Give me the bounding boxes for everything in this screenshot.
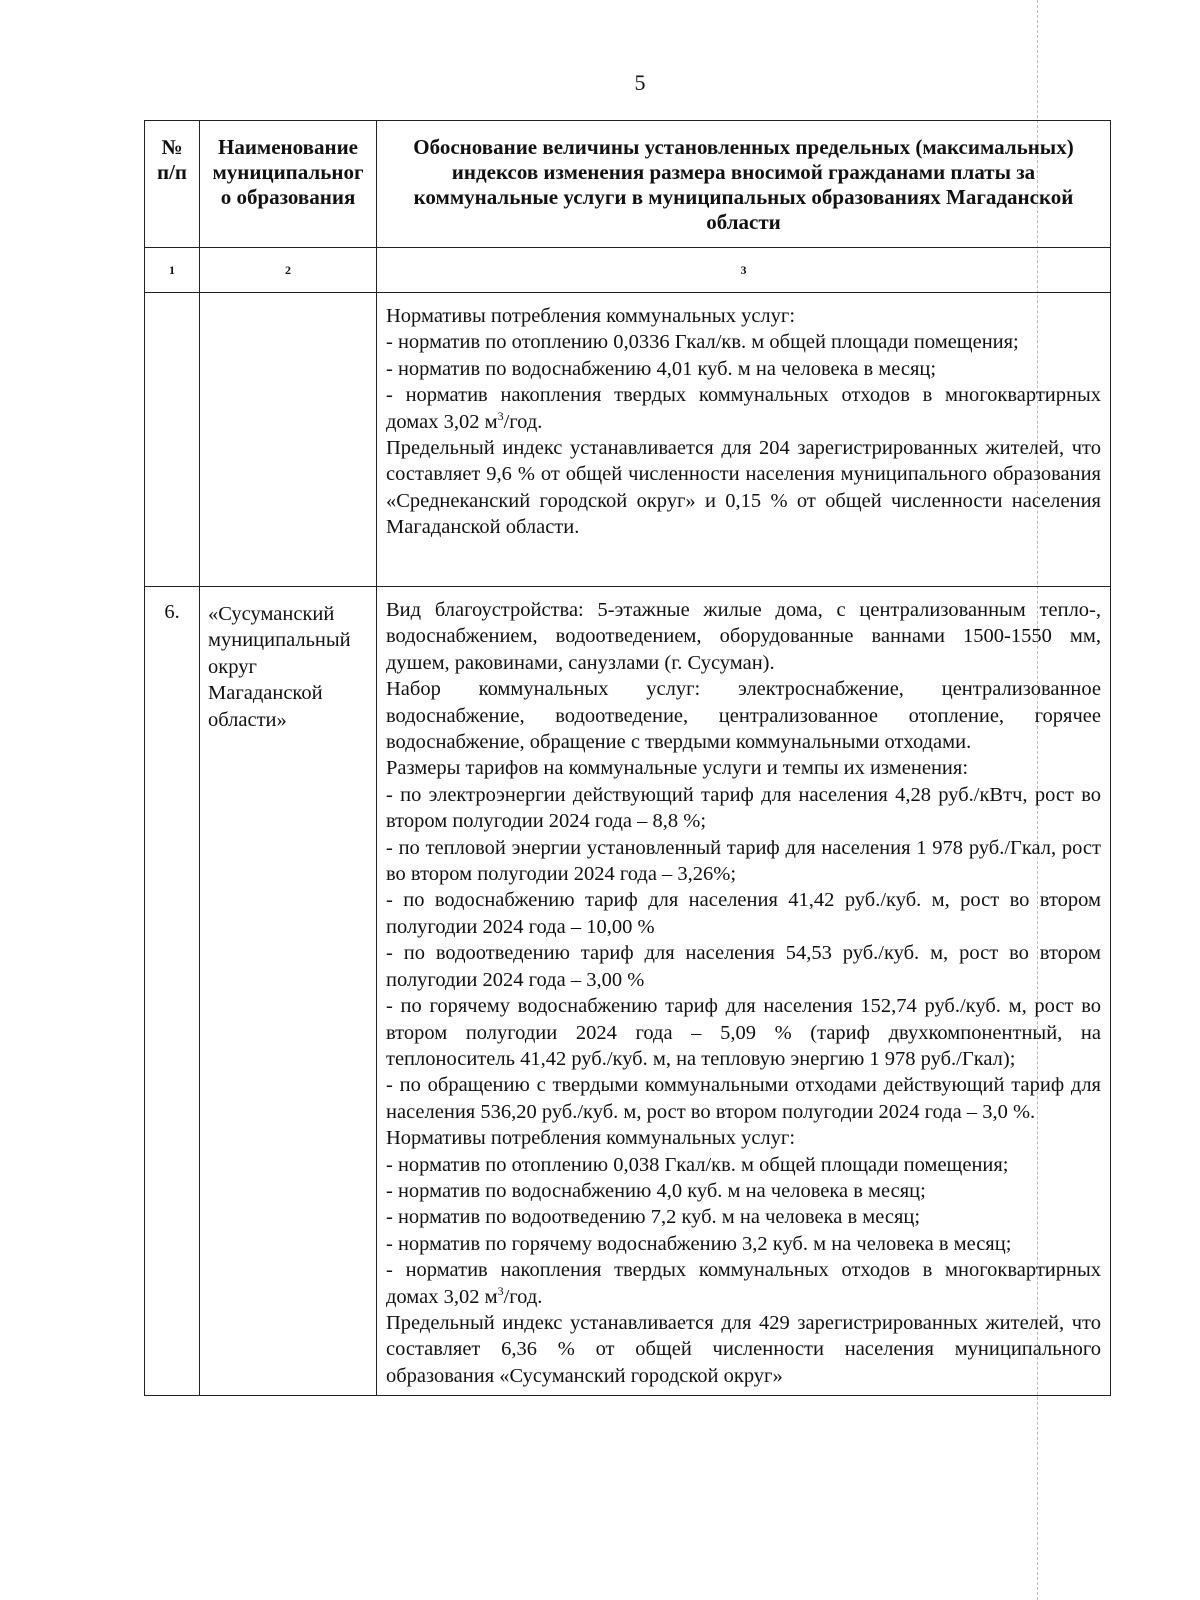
continued-number-cell [145,293,200,587]
norms-title: Нормативы потребления коммунальных услуг: [386,305,796,327]
tariff-hot-water: - по горячему водоснабжению тариф для населения 152,74 руб./куб. м, рост во втором полугодии 2024 года – 5,09 % (тариф двухкомпонентный, на теплоноситель 41,42 руб./куб. м, на тепловую энергию 1 978 руб./Гкал); [386,995,1101,1070]
norm-hot-water-6: - норматив по горячему водоснабжению 3,2 куб. м на человека в месяц; [386,1232,1012,1255]
column-number-3: 3 [377,248,1111,293]
table-header-row [145,121,1111,248]
tariff-water: - по водоснабжению тариф для населения 41,42 руб./куб. м, рост во втором полугодии 2024 года – 10,00 % [386,889,1101,938]
header-municipality: Наименование муниципальног о образования [200,121,377,248]
norm-heating: - норматив по отоплению 0,0336 Гкал/кв. м общей площади помещения; [386,331,1019,354]
tariff-justification-table [144,120,1111,1396]
norm-water: - норматив по водоснабжению 4,01 куб. м на человека в месяц; [386,357,937,380]
page-number: 5 [634,70,646,95]
column-number-2: 2 [200,248,377,293]
column-number-1: 1 [145,248,200,293]
tariffs-title: Размеры тарифов на коммунальные услуги и темпы их изменения: [386,757,969,780]
amenities-text: Вид благоустройства: 5-этажные жилые дома, с централизованным тепло-, водоснабжением, водоотведением, оборудованные ваннами 1500-1550 мм, душем, раковинами, санузлами (г. Сусуман). [386,599,1101,674]
norm-waste: - норматив накопления твердых коммунальных отходов в многоквартирных домах 3,02 $м^3$/год. [386,384,1101,433]
continued-justification-cell [377,293,1111,587]
tariff-sewage: - по водоотведению тариф для населения 54,53 руб./куб. м, рост во втором полугодии 2024 года – 3,00 % [386,942,1101,991]
header-number: № п/п [145,121,200,248]
limit-index-text: Предельный индекс устанавливается для 204 зарегистрированных жителей, что составляет 9,6 % от общей численности населения муниципального образования «Среднеканский городской округ» и 0,15 % от общей численности населения Магаданской области. [386,437,1101,539]
table-row-6 [145,587,1111,1396]
norm-water-6: - норматив по водоснабжению 4,0 куб. м на человека в месяц; [386,1179,926,1202]
table-row-continued [145,293,1111,587]
column-number-row [145,248,1111,293]
services-text: Набор коммунальных услуг: электроснабжение, централизованное водоснабжение, водоотведение, централизованное отопление, горячее водоснабжение, обращение с твердыми коммунальными отходами. [386,678,1101,754]
header-justification: Обоснование величины установленных предельных (максимальных) индексов изменения размера вносимой гражданами платы за коммунальные услуги в муниципальных образованиях Магаданской области [377,121,1111,248]
limit-index-text-6: Предельный индекс устанавливается для 429 зарегистрированных жителей, что составляет 6,36 % от общей численности населения муниципального образования «Сусуманский городской округ» [386,1311,1101,1387]
row-number: 6. [145,587,200,1396]
tariff-waste: - по обращению с твердыми коммунальными отходами действующий тариф для населения 536,20 руб./куб. м, рост во втором полугодии 2024 года – 3,0 %. [386,1074,1101,1123]
municipality-name: «Сусуманский муниципальный округ Магаданской области» [200,587,377,1396]
norm-heating-6: - норматив по отоплению 0,038 Гкал/кв. м общей площади помещения; [386,1153,1009,1176]
tariff-heat: - по тепловой энергии установленный тариф для населения 1 978 руб./Гкал, рост во втором полугодии 2024 года – 3,26%; [386,836,1101,886]
tariff-electricity: - по электроэнергии действующий тариф для населения 4,28 руб./кВтч, рост во втором полугодии 2024 года – 8,8 %; [386,783,1101,833]
norm-waste-6: - норматив накопления твердых коммунальных отходов в многоквартирных домах 3,02 $м^3$/год. [386,1259,1101,1308]
norms-title-6: Нормативы потребления коммунальных услуг: [386,1127,796,1150]
row6-justification-cell [377,587,1111,1396]
continued-municipality-cell [200,293,377,587]
norm-sewage-6: - норматив по водоотведению 7,2 куб. м на человека в месяц; [386,1206,921,1229]
